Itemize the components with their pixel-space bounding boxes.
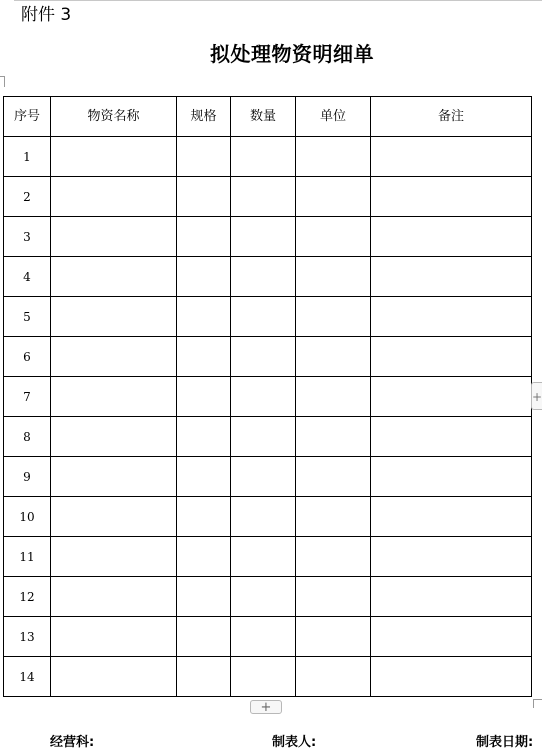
serial-cell[interactable]: 10	[4, 497, 51, 537]
unit-cell[interactable]	[296, 657, 371, 697]
serial-cell[interactable]: 4	[4, 257, 51, 297]
quantity-cell[interactable]	[231, 217, 296, 257]
serial-cell[interactable]: 7	[4, 377, 51, 417]
serial-cell[interactable]: 6	[4, 337, 51, 377]
specification-cell[interactable]	[177, 217, 231, 257]
specification-cell[interactable]	[177, 497, 231, 537]
material-name-cell[interactable]	[51, 617, 177, 657]
remarks-cell[interactable]	[371, 657, 532, 697]
table-row	[4, 617, 532, 657]
material-name-cell[interactable]	[51, 657, 177, 697]
date-label: 制表日期:	[476, 735, 534, 750]
table-row	[4, 377, 532, 417]
remarks-cell[interactable]	[371, 177, 532, 217]
quantity-cell[interactable]	[231, 657, 296, 697]
page-top-border	[14, 0, 542, 1]
serial-cell[interactable]: 5	[4, 297, 51, 337]
serial-cell[interactable]: 1	[4, 137, 51, 177]
serial-cell[interactable]: 13	[4, 617, 51, 657]
material-name-cell[interactable]	[51, 457, 177, 497]
add-row-button[interactable]: +	[250, 700, 282, 714]
material-name-cell[interactable]	[51, 577, 177, 617]
material-name-cell[interactable]	[51, 177, 177, 217]
serial-cell[interactable]: 9	[4, 457, 51, 497]
table-row	[4, 497, 532, 537]
specification-cell[interactable]	[177, 137, 231, 177]
unit-cell[interactable]	[296, 457, 371, 497]
serial-cell[interactable]: 3	[4, 217, 51, 257]
quantity-cell[interactable]	[231, 177, 296, 217]
specification-cell[interactable]	[177, 337, 231, 377]
table-row	[4, 577, 532, 617]
table-row	[4, 337, 532, 377]
remarks-cell[interactable]	[371, 537, 532, 577]
remarks-cell[interactable]	[371, 137, 532, 177]
specification-cell[interactable]	[177, 457, 231, 497]
header-quantity[interactable]: 数量	[231, 97, 296, 137]
table-row	[4, 297, 532, 337]
table-row	[4, 217, 532, 257]
table-move-handle[interactable]	[0, 76, 5, 87]
unit-cell[interactable]	[296, 257, 371, 297]
quantity-cell[interactable]	[231, 137, 296, 177]
remarks-cell[interactable]	[371, 457, 532, 497]
table-row	[4, 137, 532, 177]
unit-cell[interactable]	[296, 497, 371, 537]
specification-cell[interactable]	[177, 657, 231, 697]
table-resize-handle[interactable]	[533, 699, 542, 708]
remarks-cell[interactable]	[371, 257, 532, 297]
unit-cell[interactable]	[296, 577, 371, 617]
serial-cell[interactable]: 8	[4, 417, 51, 457]
header-serial-number[interactable]: 序号	[4, 97, 51, 137]
unit-cell[interactable]	[296, 537, 371, 577]
unit-cell[interactable]	[296, 377, 371, 417]
quantity-cell[interactable]	[231, 337, 296, 377]
specification-cell[interactable]	[177, 377, 231, 417]
remarks-cell[interactable]	[371, 497, 532, 537]
specification-cell[interactable]	[177, 177, 231, 217]
specification-cell[interactable]	[177, 617, 231, 657]
specification-cell[interactable]	[177, 257, 231, 297]
department-label: 经营科:	[50, 735, 95, 750]
remarks-cell[interactable]	[371, 377, 532, 417]
specification-cell[interactable]	[177, 577, 231, 617]
table-row	[4, 657, 532, 697]
quantity-cell[interactable]	[231, 417, 296, 457]
attachment-label: 附件 3	[21, 5, 72, 25]
unit-cell[interactable]	[296, 137, 371, 177]
material-name-cell[interactable]	[51, 217, 177, 257]
unit-cell[interactable]	[296, 337, 371, 377]
table-row	[4, 537, 532, 577]
header-remarks[interactable]: 备注	[371, 97, 532, 137]
remarks-cell[interactable]	[371, 577, 532, 617]
material-name-cell[interactable]	[51, 337, 177, 377]
quantity-cell[interactable]	[231, 297, 296, 337]
specification-cell[interactable]	[177, 297, 231, 337]
preparer-label: 制表人:	[272, 735, 317, 750]
serial-cell[interactable]: 11	[4, 537, 51, 577]
quantity-cell[interactable]	[231, 577, 296, 617]
quantity-cell[interactable]	[231, 257, 296, 297]
table-row	[4, 457, 532, 497]
remarks-cell[interactable]	[371, 217, 532, 257]
unit-cell[interactable]	[296, 177, 371, 217]
serial-cell[interactable]: 14	[4, 657, 51, 697]
quantity-cell[interactable]	[231, 617, 296, 657]
quantity-cell[interactable]	[231, 537, 296, 577]
remarks-cell[interactable]	[371, 417, 532, 457]
unit-cell[interactable]	[296, 217, 371, 257]
material-name-cell[interactable]	[51, 537, 177, 577]
add-column-button[interactable]: +	[531, 382, 542, 410]
serial-cell[interactable]: 12	[4, 577, 51, 617]
material-name-cell[interactable]	[51, 137, 177, 177]
quantity-cell[interactable]	[231, 377, 296, 417]
remarks-cell[interactable]	[371, 617, 532, 657]
unit-cell[interactable]	[296, 297, 371, 337]
material-name-cell[interactable]	[51, 497, 177, 537]
quantity-cell[interactable]	[231, 497, 296, 537]
material-name-cell[interactable]	[51, 377, 177, 417]
remarks-cell[interactable]	[371, 297, 532, 337]
specification-cell[interactable]	[177, 417, 231, 457]
serial-cell[interactable]: 2	[4, 177, 51, 217]
materials-table	[3, 96, 532, 697]
quantity-cell[interactable]	[231, 457, 296, 497]
table-header-row	[4, 97, 532, 137]
table-row	[4, 257, 532, 297]
material-name-cell[interactable]	[51, 297, 177, 337]
material-name-cell[interactable]	[51, 417, 177, 457]
unit-cell[interactable]	[296, 417, 371, 457]
material-name-cell[interactable]	[51, 257, 177, 297]
header-material-name[interactable]: 物资名称	[51, 97, 177, 137]
table-row	[4, 417, 532, 457]
specification-cell[interactable]	[177, 537, 231, 577]
remarks-cell[interactable]	[371, 337, 532, 377]
unit-cell[interactable]	[296, 617, 371, 657]
header-specification[interactable]: 规格	[177, 97, 231, 137]
page-title: 拟处理物资明细单	[210, 42, 374, 66]
table-row	[4, 177, 532, 217]
header-unit[interactable]: 单位	[296, 97, 371, 137]
